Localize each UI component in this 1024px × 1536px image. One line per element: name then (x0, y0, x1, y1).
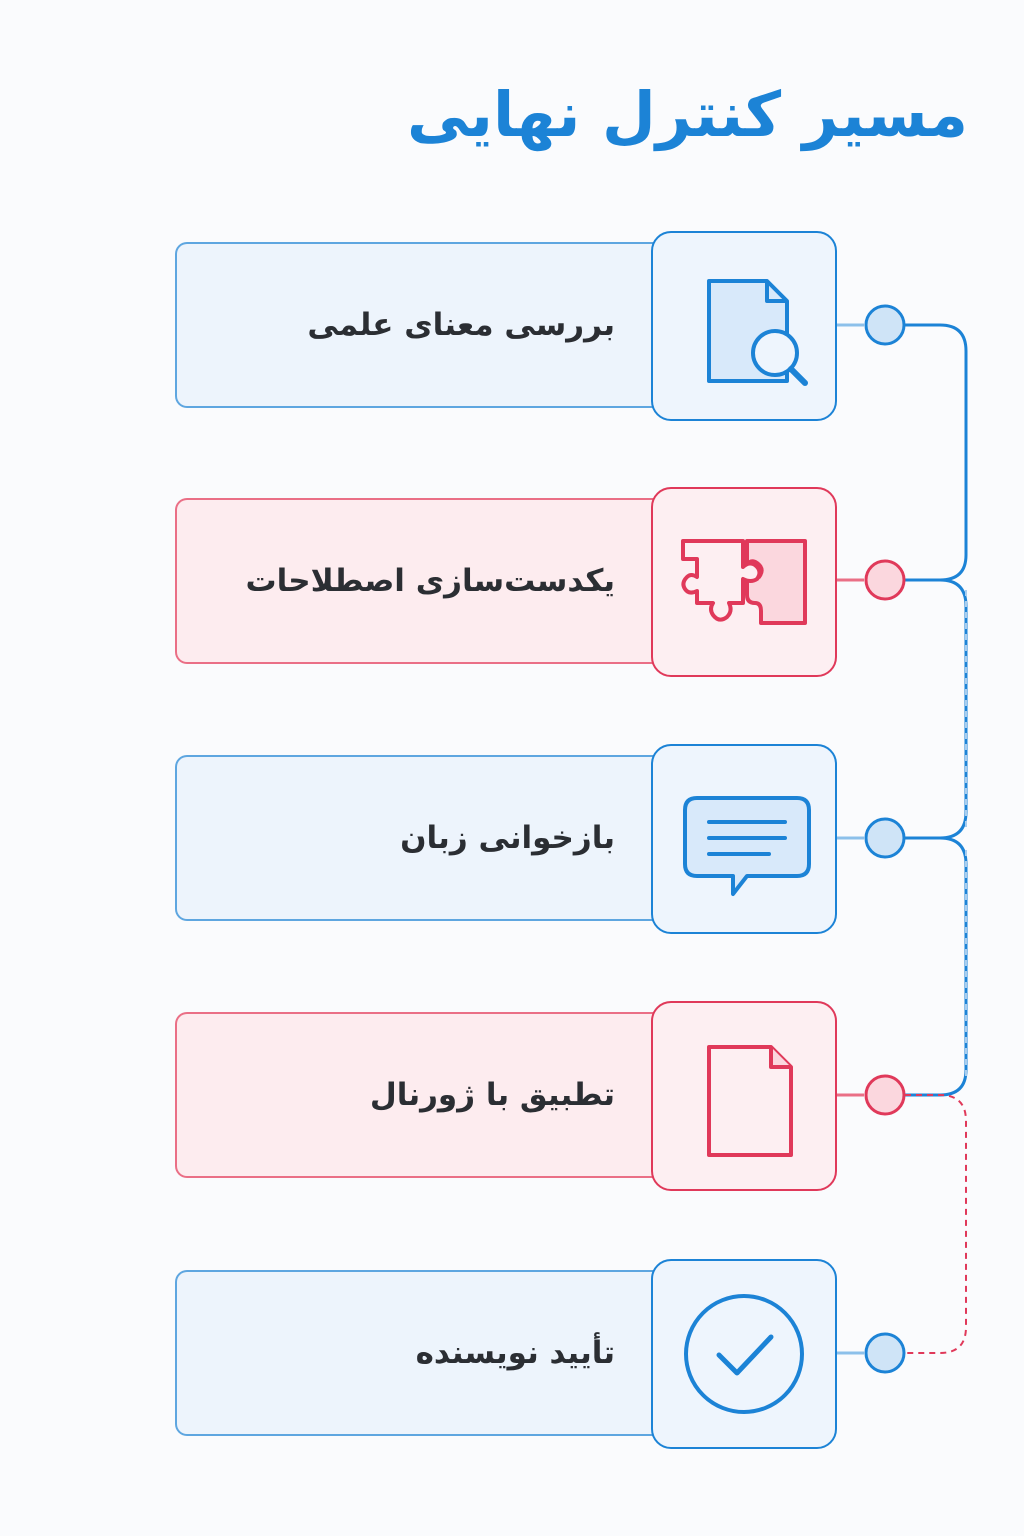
step-card-4 (175, 1012, 675, 1178)
step-label-5: تأیید نویسنده (415, 1335, 615, 1371)
check-circle-icon (651, 1259, 837, 1449)
document-icon (651, 1001, 837, 1191)
step-card-5 (175, 1270, 675, 1436)
node-5 (866, 1334, 904, 1372)
page-title: مسیر کنترل نهایی (406, 78, 968, 151)
chat-bubble-icon (651, 744, 837, 934)
step-label-1: بررسی معنای علمی (307, 307, 615, 343)
node-3 (866, 819, 904, 857)
node-1 (866, 306, 904, 344)
puzzle-icon (651, 487, 837, 677)
step-label-2: یکدست‌سازی اصطلاحات (245, 563, 615, 599)
step-card-1 (175, 242, 675, 408)
step-card-2 (175, 498, 675, 664)
node-4 (866, 1076, 904, 1114)
step-card-3 (175, 755, 675, 921)
document-search-icon (651, 231, 837, 421)
node-2 (866, 561, 904, 599)
step-label-3: بازخوانی زبان (400, 820, 615, 856)
step-label-4: تطبیق با ژورنال (369, 1077, 615, 1113)
